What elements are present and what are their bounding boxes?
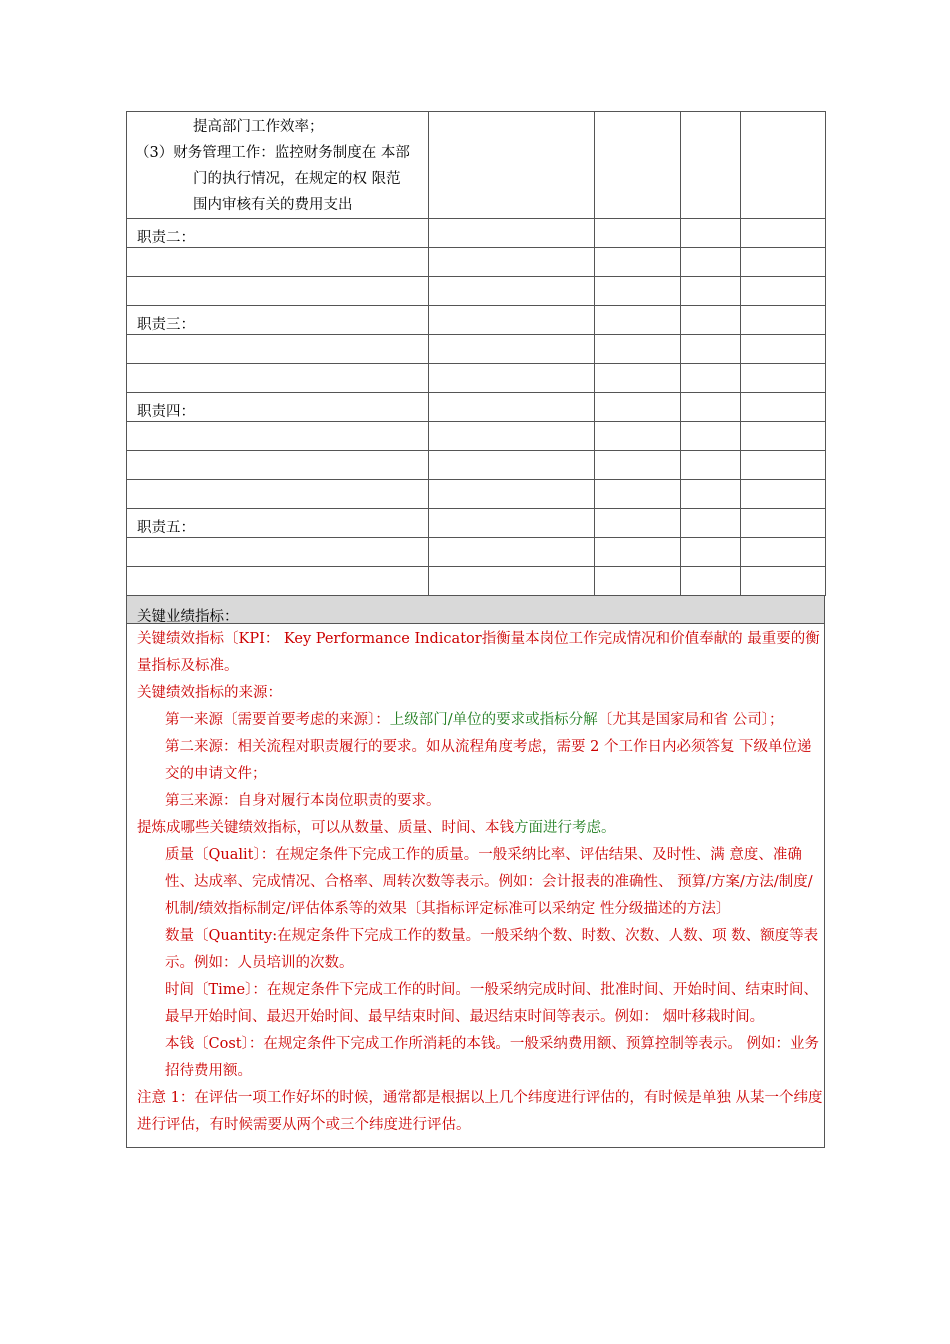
kpi-quality: 质量〔Qualit〕：在规定条件下完成工作的质量。一般采纳比率、评估结果、及时性、满 意度、准确性、达成率、完成情况、合格率、周转次数等表示。例如：会计报表的准确性、 预算/方案/方法/制度/机制/绩效指标制定/评估体系等的效果〔其指标评定标准可以采纳定 性分级描述的方法〕 bbox=[165, 847, 813, 917]
duty-label-cell bbox=[127, 306, 429, 335]
duty-label: 职责五： bbox=[137, 520, 195, 536]
kpi-section-header: 关键业绩指标： bbox=[126, 596, 825, 624]
table-row bbox=[127, 219, 826, 248]
kpi-source-1 bbox=[137, 707, 824, 734]
dimensions-text: 提炼成哪些关键绩效指标，可以从数量、质量、时间、本钱 bbox=[137, 820, 514, 836]
duty-label-cell bbox=[127, 219, 429, 248]
source-1-note: 〔尤其是国家局和省 公司〕； bbox=[597, 712, 784, 728]
table-row bbox=[127, 277, 826, 306]
duties-table bbox=[126, 111, 826, 596]
table-row bbox=[127, 248, 826, 277]
document-page bbox=[126, 111, 825, 1148]
table-row bbox=[127, 335, 826, 364]
duty-label: 职责三： bbox=[137, 317, 195, 333]
table-row bbox=[127, 480, 826, 509]
table-cell bbox=[741, 112, 826, 219]
duty-label: 职责二： bbox=[137, 230, 195, 246]
table-row bbox=[127, 393, 826, 422]
duty-label-cell bbox=[127, 393, 429, 422]
kpi-source-2: 第二来源：相关流程对职责履行的要求。如从流程角度考虑，需要 2 个工作日内必须答复 下级单位递交的申请文件； bbox=[165, 739, 812, 782]
table-row bbox=[127, 112, 826, 219]
table-row bbox=[127, 451, 826, 480]
kpi-note: 注意 1：在评估一项工作好坏的时候，通常都是根据以上几个纬度进行评估的，有时候是单独 从某一个纬度进行评估，有时候需要从两个或三个纬度进行评估。 bbox=[137, 1090, 823, 1133]
duty-line: （3）财务管理工作：监控财务制度在 本部 bbox=[135, 145, 410, 161]
table-row bbox=[127, 567, 826, 596]
kpi-sources-title: 关键绩效指标的来源： bbox=[137, 685, 282, 701]
duty-label-cell bbox=[127, 509, 429, 538]
duty-line: 围内审核有关的费用支出 bbox=[193, 197, 353, 213]
kpi-time: 时间〔Time〕：在规定条件下完成工作的时间。一般采纳完成时间、批准时间、开始时间、结束时间、最早开始时间、最迟开始时间、最早结束时间、最迟结束时间等表示。例如： 烟叶移栽时间。 bbox=[165, 982, 818, 1025]
duty-description-cell bbox=[127, 112, 429, 219]
kpi-source-3: 第三来源：自身对履行本岗位职责的要求。 bbox=[165, 793, 441, 809]
duty-line: 门的执行情况，在规定的权 限范 bbox=[193, 171, 401, 187]
duty-label: 职责四： bbox=[137, 404, 195, 420]
table-row bbox=[127, 306, 826, 335]
kpi-quantity: 数量〔Quantity:在规定条件下完成工作的数量。一般采纳个数、时数、次数、人数、项 数、额度等表示。例如：人员培训的次数。 bbox=[165, 928, 819, 971]
dimensions-tail: 方面进行考虑。 bbox=[514, 820, 616, 836]
table-cell bbox=[595, 112, 681, 219]
table-row bbox=[127, 538, 826, 567]
table-row bbox=[127, 364, 826, 393]
table-cell bbox=[429, 112, 595, 219]
kpi-explanation bbox=[126, 624, 825, 1148]
kpi-dimensions bbox=[137, 815, 824, 842]
table-row bbox=[127, 509, 826, 538]
kpi-definition-term: 关键绩效指标〔KPI： Key Performance Indicator bbox=[137, 631, 482, 647]
kpi-definition bbox=[137, 626, 824, 680]
kpi-definition-text: 指衡量本岗位工作完成情况和价值奉献的 最重要的衡量指标及标准。 bbox=[137, 631, 820, 674]
duty-line: 提高部门工作效率； bbox=[193, 119, 324, 135]
table-cell bbox=[681, 112, 741, 219]
table-row bbox=[127, 422, 826, 451]
source-1-label: 第一来源〔需要首要考虑的来源〕： bbox=[165, 712, 390, 728]
source-1-highlight: 上级部门/单位的要求或指标分解 bbox=[389, 712, 598, 728]
kpi-cost: 本钱〔Cost〕：在规定条件下完成工作所消耗的本钱。一般采纳费用额、预算控制等表示。 例如：业务招待费用额。 bbox=[165, 1036, 819, 1079]
